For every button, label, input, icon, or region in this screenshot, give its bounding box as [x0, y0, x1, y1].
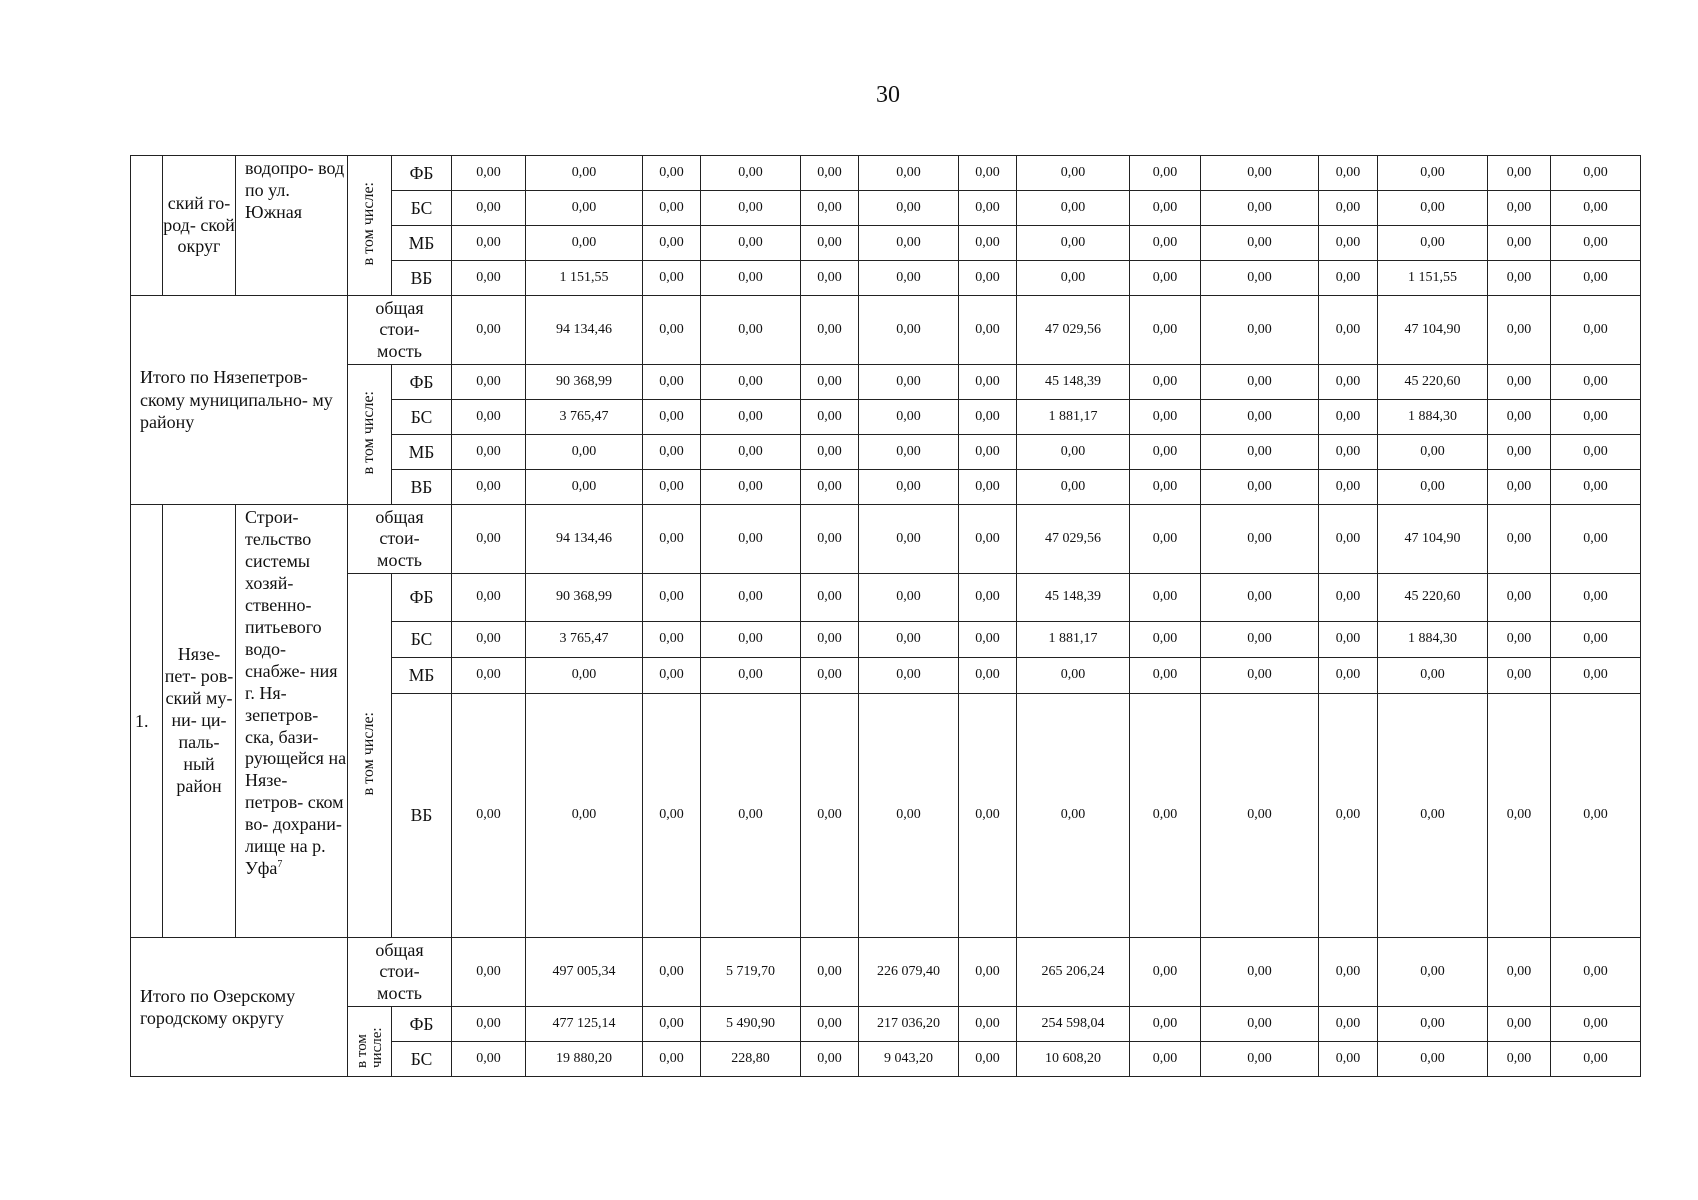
value-cell: 0,00	[801, 156, 859, 191]
total-cost-label-line: общая	[375, 507, 424, 528]
value-cell: 0,00	[1130, 505, 1201, 574]
value-cell: 0,00	[1130, 622, 1201, 658]
value-cell: 0,00	[1319, 1007, 1378, 1042]
value-cell: 0,00	[1488, 574, 1551, 622]
value-cell: 0,00	[1201, 938, 1319, 1007]
index-cell: 1.	[131, 505, 163, 938]
funding-source-cell: ФБ	[392, 1007, 452, 1042]
value-cell: 0,00	[859, 365, 959, 400]
value-cell: 0,00	[1551, 470, 1641, 505]
value-cell: 0,00	[452, 191, 526, 226]
value-cell: 0,00	[959, 1007, 1017, 1042]
value-cell: 0,00	[526, 694, 643, 938]
value-cell: 0,00	[1130, 1042, 1201, 1077]
funding-source-cell: МБ	[392, 658, 452, 694]
value-cell: 0,00	[1130, 365, 1201, 400]
value-cell: 0,00	[1130, 938, 1201, 1007]
value-cell: 94 134,46	[526, 296, 643, 365]
value-cell: 0,00	[701, 658, 801, 694]
value-cell: 0,00	[801, 191, 859, 226]
value-cell: 0,00	[1201, 400, 1319, 435]
value-cell: 0,00	[1201, 622, 1319, 658]
value-cell: 0,00	[1488, 261, 1551, 296]
value-cell: 0,00	[1488, 296, 1551, 365]
value-cell: 0,00	[1551, 694, 1641, 938]
value-cell: 90 368,99	[526, 574, 643, 622]
value-cell: 0,00	[801, 658, 859, 694]
value-cell: 0,00	[1488, 622, 1551, 658]
value-cell: 0,00	[701, 226, 801, 261]
value-cell: 0,00	[1378, 694, 1488, 938]
value-cell: 0,00	[859, 658, 959, 694]
value-cell: 0,00	[1319, 1042, 1378, 1077]
including-cell	[348, 156, 392, 296]
value-cell: 0,00	[959, 505, 1017, 574]
total-cost-label-line: общая	[375, 940, 424, 961]
value-cell: 0,00	[1130, 261, 1201, 296]
project-cell: водопро- вод по ул. Южная	[236, 156, 348, 296]
value-cell: 0,00	[1551, 1007, 1641, 1042]
value-cell: 0,00	[1551, 365, 1641, 400]
total-cost-label	[348, 298, 451, 362]
funding-source-cell: ФБ	[392, 156, 452, 191]
value-cell: 0,00	[1319, 400, 1378, 435]
value-cell: 0,00	[643, 938, 701, 1007]
value-cell: 0,00	[701, 296, 801, 365]
value-cell: 1 884,30	[1378, 622, 1488, 658]
value-cell: 0,00	[1488, 400, 1551, 435]
table-row	[131, 1007, 1641, 1042]
funding-source-cell: ФБ	[392, 574, 452, 622]
value-cell: 497 005,34	[526, 938, 643, 1007]
value-cell: 265 206,24	[1017, 938, 1130, 1007]
value-cell: 0,00	[1551, 296, 1641, 365]
total-cost-label-line: мость	[377, 982, 422, 1003]
funding-source-cell: ВБ	[392, 261, 452, 296]
value-cell: 0,00	[1319, 296, 1378, 365]
value-cell: 0,00	[1201, 1007, 1319, 1042]
value-cell: 0,00	[959, 400, 1017, 435]
value-cell: 0,00	[526, 226, 643, 261]
value-cell: 0,00	[859, 156, 959, 191]
funding-source-cell: МБ	[392, 435, 452, 470]
value-cell: 0,00	[1551, 1042, 1641, 1077]
value-cell: 0,00	[1201, 191, 1319, 226]
value-cell: 0,00	[452, 400, 526, 435]
value-cell: 47 029,56	[1017, 505, 1130, 574]
value-cell: 0,00	[1488, 191, 1551, 226]
value-cell: 0,00	[452, 226, 526, 261]
value-cell: 0,00	[1378, 435, 1488, 470]
value-cell: 0,00	[1319, 156, 1378, 191]
value-cell: 0,00	[1201, 574, 1319, 622]
value-cell: 1 881,17	[1017, 400, 1130, 435]
value-cell: 0,00	[1017, 156, 1130, 191]
value-cell: 0,00	[1378, 658, 1488, 694]
value-cell: 0,00	[859, 694, 959, 938]
total-cost-cell	[348, 938, 452, 1007]
value-cell: 0,00	[1130, 1007, 1201, 1042]
value-cell: 0,00	[959, 435, 1017, 470]
value-cell: 0,00	[1017, 435, 1130, 470]
value-cell: 0,00	[1378, 191, 1488, 226]
funding-source-cell: ФБ	[392, 365, 452, 400]
value-cell: 0,00	[1319, 470, 1378, 505]
value-cell: 19 880,20	[526, 1042, 643, 1077]
value-cell: 0,00	[859, 226, 959, 261]
value-cell: 94 134,46	[526, 505, 643, 574]
value-cell: 0,00	[801, 1042, 859, 1077]
value-cell: 0,00	[1488, 694, 1551, 938]
value-cell: 0,00	[1201, 505, 1319, 574]
including-cell	[348, 574, 392, 938]
value-cell: 0,00	[1378, 156, 1488, 191]
value-cell: 254 598,04	[1017, 1007, 1130, 1042]
value-cell: 0,00	[859, 191, 959, 226]
value-cell: 0,00	[643, 226, 701, 261]
value-cell: 0,00	[452, 296, 526, 365]
value-cell: 0,00	[959, 296, 1017, 365]
value-cell: 0,00	[1319, 226, 1378, 261]
value-cell: 0,00	[959, 191, 1017, 226]
funding-source-cell: БС	[392, 191, 452, 226]
value-cell: 0,00	[1201, 658, 1319, 694]
value-cell: 0,00	[959, 938, 1017, 1007]
value-cell: 0,00	[801, 574, 859, 622]
value-cell: 0,00	[1488, 1042, 1551, 1077]
value-cell: 5 490,90	[701, 1007, 801, 1042]
value-cell: 0,00	[1017, 658, 1130, 694]
value-cell: 5 719,70	[701, 938, 801, 1007]
value-cell: 0,00	[701, 505, 801, 574]
value-cell: 0,00	[452, 574, 526, 622]
total-cost-label-line: стои-	[379, 319, 420, 340]
value-cell: 0,00	[1130, 435, 1201, 470]
value-cell: 0,00	[1201, 296, 1319, 365]
value-cell: 0,00	[1130, 470, 1201, 505]
funding-source-cell: ВБ	[392, 470, 452, 505]
value-cell: 0,00	[959, 226, 1017, 261]
value-cell: 0,00	[643, 658, 701, 694]
table-row	[131, 156, 1641, 191]
value-cell: 0,00	[643, 296, 701, 365]
including-cell	[348, 1007, 392, 1077]
value-cell: 0,00	[801, 694, 859, 938]
value-cell: 0,00	[1201, 261, 1319, 296]
value-cell: 45 148,39	[1017, 365, 1130, 400]
value-cell: 0,00	[1488, 435, 1551, 470]
value-cell: 0,00	[452, 1007, 526, 1042]
value-cell: 0,00	[1130, 400, 1201, 435]
value-cell: 0,00	[1551, 261, 1641, 296]
value-cell: 0,00	[701, 470, 801, 505]
value-cell: 0,00	[859, 622, 959, 658]
value-cell: 0,00	[1551, 574, 1641, 622]
value-cell: 0,00	[1130, 226, 1201, 261]
value-cell: 0,00	[643, 435, 701, 470]
value-cell: 0,00	[959, 574, 1017, 622]
value-cell: 0,00	[1319, 694, 1378, 938]
value-cell: 217 036,20	[859, 1007, 959, 1042]
funding-source-cell: БС	[392, 1042, 452, 1077]
value-cell: 0,00	[1201, 1042, 1319, 1077]
total-cost-label-line: стои-	[379, 961, 420, 982]
total-cost-label	[348, 507, 451, 571]
table-row	[131, 365, 1641, 400]
value-cell: 0,00	[801, 226, 859, 261]
value-cell: 47 029,56	[1017, 296, 1130, 365]
total-cost-label-line: мость	[377, 340, 422, 361]
value-cell: 0,00	[1201, 470, 1319, 505]
value-cell: 1 884,30	[1378, 400, 1488, 435]
budget-table-wrapper	[130, 155, 1641, 1077]
value-cell: 0,00	[643, 365, 701, 400]
value-cell: 0,00	[1551, 938, 1641, 1007]
value-cell: 0,00	[959, 694, 1017, 938]
value-cell: 0,00	[701, 191, 801, 226]
value-cell: 0,00	[1201, 365, 1319, 400]
value-cell: 0,00	[801, 1007, 859, 1042]
value-cell: 228,80	[701, 1042, 801, 1077]
including-label-line: в том	[353, 1034, 370, 1069]
value-cell: 0,00	[959, 470, 1017, 505]
value-cell: 477 125,14	[526, 1007, 643, 1042]
value-cell: 0,00	[452, 505, 526, 574]
value-cell: 0,00	[643, 622, 701, 658]
including-label: в том числе:	[360, 390, 378, 475]
value-cell: 0,00	[643, 261, 701, 296]
value-cell: 0,00	[1488, 938, 1551, 1007]
value-cell: 0,00	[701, 574, 801, 622]
project-cell: Строи- тельство системы хозяй- ственно- питьевого водо- снабже- ния г. Ня- зепетров- ска, бази- рующейся на Нязе- петров- ском во- дохрани- лище на р. Уфа$^7$	[236, 505, 348, 938]
value-cell: 0,00	[859, 400, 959, 435]
value-cell: 0,00	[1378, 938, 1488, 1007]
value-cell: 0,00	[801, 505, 859, 574]
value-cell: 0,00	[452, 435, 526, 470]
value-cell: 0,00	[859, 470, 959, 505]
value-cell: 0,00	[452, 1042, 526, 1077]
value-cell: 0,00	[1319, 435, 1378, 470]
value-cell: 0,00	[1378, 470, 1488, 505]
value-cell: 0,00	[1319, 938, 1378, 1007]
value-cell: 0,00	[1488, 470, 1551, 505]
including-label: в том числе:	[360, 711, 378, 796]
funding-source-cell: БС	[392, 622, 452, 658]
value-cell: 0,00	[701, 261, 801, 296]
value-cell: 0,00	[643, 694, 701, 938]
value-cell: 0,00	[1551, 156, 1641, 191]
value-cell: 0,00	[1488, 658, 1551, 694]
municipality-cell: ский го- род- ской округ	[163, 156, 236, 296]
value-cell: 0,00	[959, 1042, 1017, 1077]
value-cell: 0,00	[1017, 470, 1130, 505]
value-cell: 0,00	[1017, 191, 1130, 226]
value-cell: 0,00	[1551, 191, 1641, 226]
value-cell: 45 148,39	[1017, 574, 1130, 622]
value-cell: 0,00	[1551, 400, 1641, 435]
value-cell: 0,00	[1319, 622, 1378, 658]
value-cell: 0,00	[1378, 226, 1488, 261]
funding-source-cell: МБ	[392, 226, 452, 261]
total-cost-label-line: стои-	[379, 528, 420, 549]
total-cost-label-line: общая	[375, 298, 424, 319]
value-cell: 0,00	[1017, 226, 1130, 261]
value-cell: 0,00	[643, 400, 701, 435]
total-cost-cell	[348, 505, 452, 574]
value-cell: 0,00	[859, 296, 959, 365]
value-cell: 0,00	[801, 296, 859, 365]
value-cell: 0,00	[1551, 658, 1641, 694]
value-cell: 0,00	[1488, 1007, 1551, 1042]
value-cell: 0,00	[1319, 191, 1378, 226]
value-cell: 3 765,47	[526, 400, 643, 435]
value-cell: 0,00	[1551, 622, 1641, 658]
value-cell: 10 608,20	[1017, 1042, 1130, 1077]
value-cell: 0,00	[643, 1007, 701, 1042]
value-cell: 0,00	[1551, 226, 1641, 261]
value-cell: 0,00	[1130, 296, 1201, 365]
value-cell: 0,00	[859, 574, 959, 622]
municipality-cell: Нязе- пет- ров- ский му- ни- ци- паль- ный район	[163, 505, 236, 938]
value-cell: 0,00	[801, 938, 859, 1007]
value-cell: 9 043,20	[859, 1042, 959, 1077]
value-cell: 0,00	[859, 261, 959, 296]
value-cell: 47 104,90	[1378, 296, 1488, 365]
value-cell: 0,00	[1319, 574, 1378, 622]
value-cell: 0,00	[1488, 365, 1551, 400]
value-cell: 0,00	[959, 658, 1017, 694]
value-cell: 0,00	[526, 191, 643, 226]
value-cell: 0,00	[1201, 694, 1319, 938]
including-label-line: числе:	[368, 1027, 385, 1069]
value-cell: 0,00	[959, 261, 1017, 296]
including-cell	[348, 365, 392, 505]
value-cell: 0,00	[526, 658, 643, 694]
value-cell: 0,00	[452, 694, 526, 938]
value-cell: 0,00	[1201, 435, 1319, 470]
value-cell: 0,00	[1201, 156, 1319, 191]
value-cell: 0,00	[1551, 435, 1641, 470]
value-cell: 0,00	[452, 470, 526, 505]
page-number: 30	[876, 82, 900, 108]
total-cost-label	[348, 940, 451, 1004]
value-cell: 3 765,47	[526, 622, 643, 658]
value-cell: 0,00	[1378, 1042, 1488, 1077]
table-row	[131, 296, 1641, 365]
value-cell: 0,00	[1017, 261, 1130, 296]
value-cell: 0,00	[801, 261, 859, 296]
value-cell: 0,00	[643, 156, 701, 191]
funding-source-cell: БС	[392, 400, 452, 435]
value-cell: 0,00	[1319, 658, 1378, 694]
value-cell: 90 368,99	[526, 365, 643, 400]
table-row	[131, 574, 1641, 622]
including-label	[355, 1010, 385, 1068]
value-cell: 0,00	[1319, 505, 1378, 574]
value-cell: 0,00	[643, 505, 701, 574]
value-cell: 0,00	[701, 156, 801, 191]
value-cell: 47 104,90	[1378, 505, 1488, 574]
value-cell: 0,00	[859, 435, 959, 470]
value-cell: 0,00	[452, 938, 526, 1007]
value-cell: 0,00	[859, 505, 959, 574]
value-cell: 0,00	[1488, 226, 1551, 261]
value-cell: 0,00	[1130, 658, 1201, 694]
value-cell: 0,00	[959, 365, 1017, 400]
value-cell: 0,00	[801, 365, 859, 400]
value-cell: 1 881,17	[1017, 622, 1130, 658]
value-cell: 226 079,40	[859, 938, 959, 1007]
value-cell: 0,00	[452, 261, 526, 296]
value-cell: 0,00	[1319, 261, 1378, 296]
value-cell: 0,00	[643, 1042, 701, 1077]
budget-table	[130, 155, 1641, 1077]
value-cell: 0,00	[959, 622, 1017, 658]
value-cell: 0,00	[643, 470, 701, 505]
value-cell: 0,00	[452, 156, 526, 191]
value-cell: 0,00	[1378, 1007, 1488, 1042]
footnote-mark: 7	[277, 859, 283, 871]
subtotal-title-cell: Итого по Нязепетров- скому муниципально- му району	[131, 296, 348, 505]
index-cell	[131, 156, 163, 296]
value-cell: 0,00	[701, 622, 801, 658]
table-row	[131, 938, 1641, 1007]
table-body	[131, 156, 1641, 1077]
value-cell: 0,00	[452, 658, 526, 694]
value-cell: 0,00	[701, 365, 801, 400]
value-cell: 0,00	[1488, 156, 1551, 191]
funding-source-cell: ВБ	[392, 694, 452, 938]
value-cell: 0,00	[1319, 365, 1378, 400]
value-cell: 0,00	[801, 470, 859, 505]
value-cell: 0,00	[1551, 505, 1641, 574]
value-cell: 0,00	[1201, 226, 1319, 261]
value-cell: 0,00	[1017, 694, 1130, 938]
value-cell: 0,00	[701, 435, 801, 470]
value-cell: 0,00	[801, 400, 859, 435]
table-row	[131, 505, 1641, 574]
total-cost-cell	[348, 296, 452, 365]
value-cell: 0,00	[452, 365, 526, 400]
value-cell: 0,00	[1130, 191, 1201, 226]
value-cell: 45 220,60	[1378, 365, 1488, 400]
value-cell: 1 151,55	[526, 261, 643, 296]
value-cell: 0,00	[701, 694, 801, 938]
including-label: в том числе:	[360, 181, 378, 266]
value-cell: 0,00	[701, 400, 801, 435]
value-cell: 0,00	[801, 435, 859, 470]
value-cell: 0,00	[1130, 156, 1201, 191]
value-cell: 0,00	[801, 622, 859, 658]
subtotal-title-cell: Итого по Озерскому городскому округу	[131, 938, 348, 1077]
value-cell: 0,00	[1130, 574, 1201, 622]
value-cell: 0,00	[526, 156, 643, 191]
value-cell: 0,00	[643, 574, 701, 622]
value-cell: 0,00	[1130, 694, 1201, 938]
value-cell: 0,00	[643, 191, 701, 226]
value-cell: 1 151,55	[1378, 261, 1488, 296]
value-cell: 45 220,60	[1378, 574, 1488, 622]
value-cell: 0,00	[959, 156, 1017, 191]
total-cost-label-line: мость	[377, 549, 422, 570]
value-cell: 0,00	[1488, 505, 1551, 574]
value-cell: 0,00	[526, 470, 643, 505]
value-cell: 0,00	[526, 435, 643, 470]
value-cell: 0,00	[452, 622, 526, 658]
